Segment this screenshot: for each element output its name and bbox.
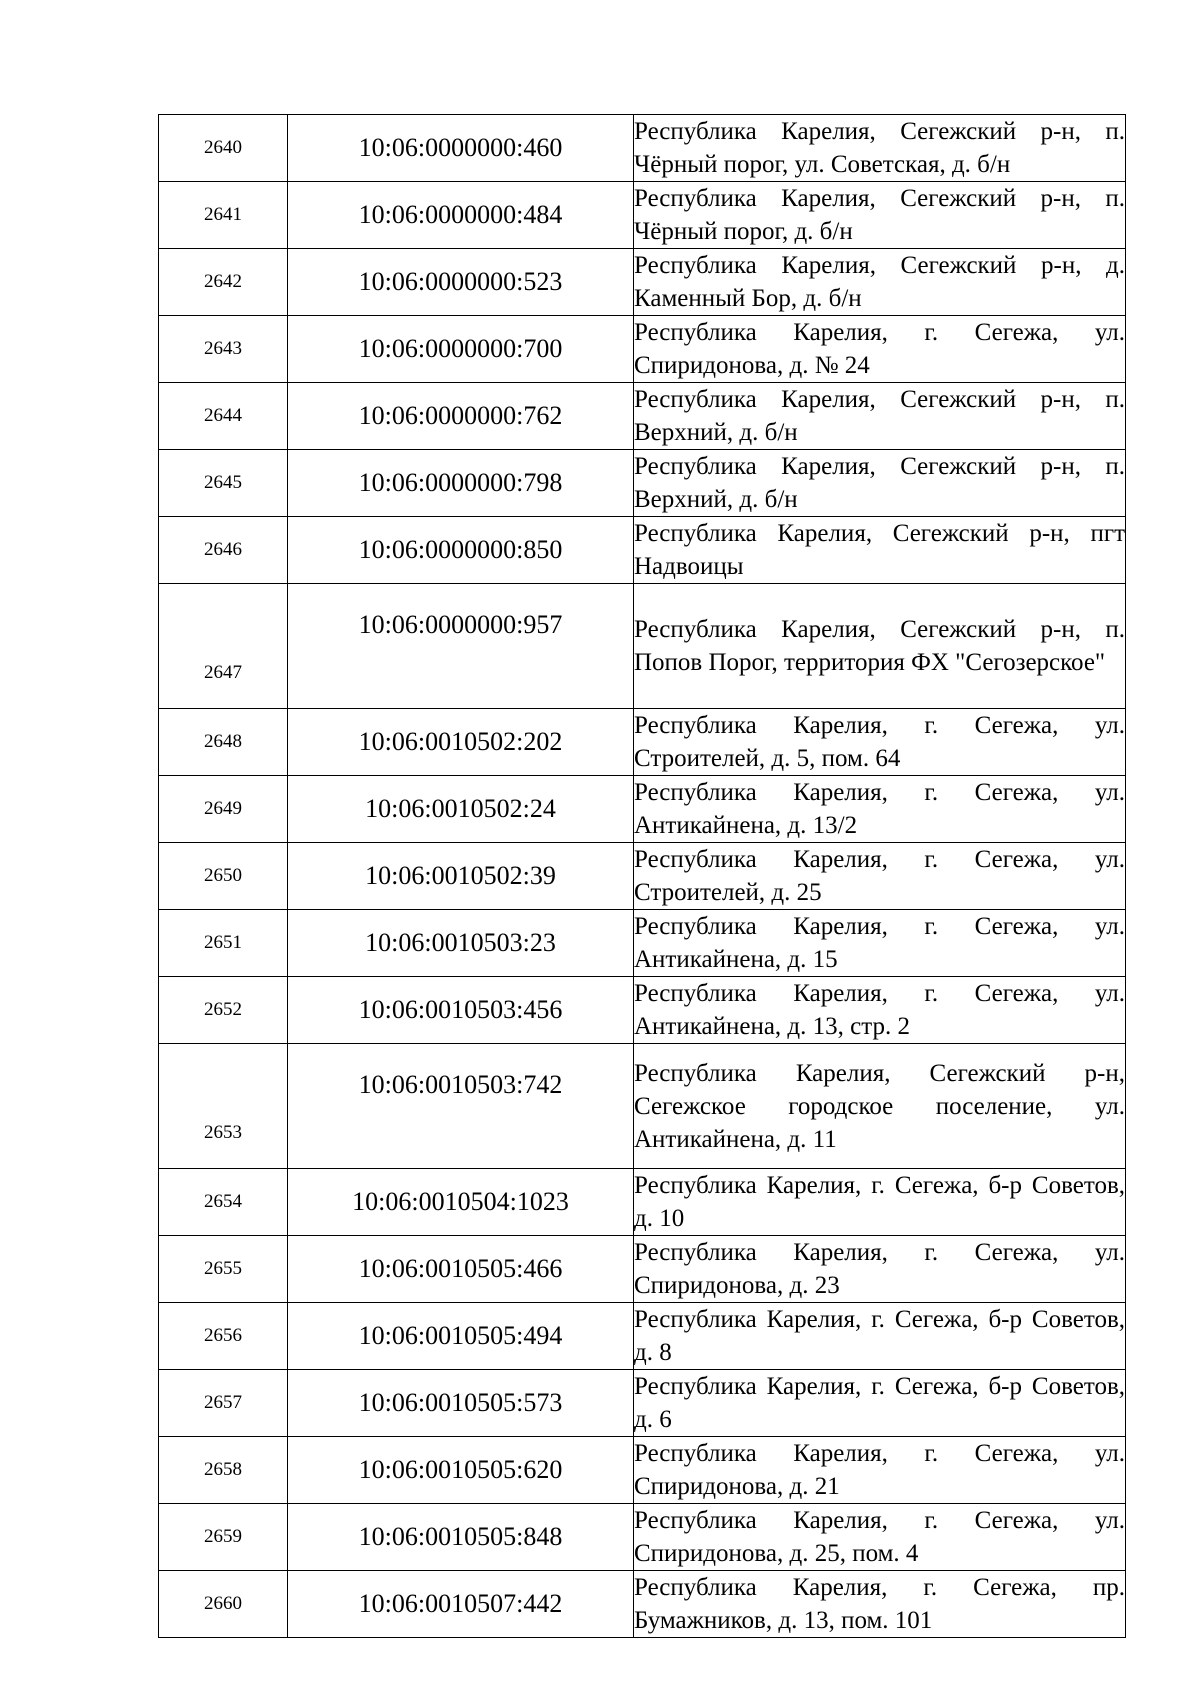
row-number: 2660	[159, 1571, 288, 1638]
row-number: 2647	[159, 584, 288, 709]
address: Республика Карелия, г. Сегежа, ул. Спиридонова, д. 25, пом. 4	[634, 1504, 1126, 1571]
table-row	[159, 450, 1126, 517]
address: Республика Карелия, Сегежский р-н, пгт Надвоицы	[634, 517, 1126, 584]
address: Республика Карелия, г. Сегежа, ул. Антикайнена, д. 13, стр. 2	[634, 977, 1126, 1044]
address: Республика Карелия, г. Сегежа, ул. Спиридонова, д. 21	[634, 1437, 1126, 1504]
cadastral-number: 10:06:0010505:466	[288, 1236, 634, 1303]
table-row	[159, 1571, 1126, 1638]
cadastral-number: 10:06:0010503:23	[288, 910, 634, 977]
address: Республика Карелия, г. Сегежа, ул. Антикайнена, д. 15	[634, 910, 1126, 977]
cadastral-number: 10:06:0010503:742	[288, 1044, 634, 1169]
address: Республика Карелия, Сегежский р-н, п. Верхний, д. б/н	[634, 450, 1126, 517]
cadastral-number: 10:06:0000000:850	[288, 517, 634, 584]
address: Республика Карелия, Сегежский р-н, д. Каменный Бор, д. б/н	[634, 249, 1126, 316]
table-row	[159, 1236, 1126, 1303]
row-number: 2654	[159, 1169, 288, 1236]
cadastral-number: 10:06:0010502:24	[288, 776, 634, 843]
address: Республика Карелия, г. Сегежа, б-р Советов, д. 8	[634, 1303, 1126, 1370]
table-row	[159, 1504, 1126, 1571]
row-number: 2657	[159, 1370, 288, 1437]
cadastral-number: 10:06:0010505:573	[288, 1370, 634, 1437]
cadastral-number: 10:06:0000000:523	[288, 249, 634, 316]
table-row	[159, 1044, 1126, 1169]
row-number: 2641	[159, 182, 288, 249]
address: Республика Карелия, г. Сегежа, б-р Советов, д. 10	[634, 1169, 1126, 1236]
address: Республика Карелия, Сегежский р-н, Сегежское городское поселение, ул. Антикайнена, д. 11	[634, 1044, 1126, 1169]
cadastral-number: 10:06:0000000:700	[288, 316, 634, 383]
row-number: 2648	[159, 709, 288, 776]
table-row	[159, 249, 1126, 316]
cadastral-number: 10:06:0010502:39	[288, 843, 634, 910]
table-row	[159, 1169, 1126, 1236]
table-row	[159, 910, 1126, 977]
table-row	[159, 709, 1126, 776]
cadastral-number: 10:06:0000000:460	[288, 115, 634, 182]
table-row	[159, 182, 1126, 249]
table-row	[159, 1370, 1126, 1437]
row-number: 2659	[159, 1504, 288, 1571]
table-row	[159, 776, 1126, 843]
cadastral-number: 10:06:0010507:442	[288, 1571, 634, 1638]
table-row	[159, 316, 1126, 383]
row-number: 2650	[159, 843, 288, 910]
cadastral-number: 10:06:0010504:1023	[288, 1169, 634, 1236]
cadastral-number: 10:06:0010502:202	[288, 709, 634, 776]
cadastral-number: 10:06:0000000:957	[288, 584, 634, 709]
cadastral-number: 10:06:0010505:494	[288, 1303, 634, 1370]
address: Республика Карелия, г. Сегежа, ул. Антикайнена, д. 13/2	[634, 776, 1126, 843]
row-number: 2649	[159, 776, 288, 843]
table-row	[159, 1437, 1126, 1504]
address: Республика Карелия, г. Сегежа, ул. Спиридонова, д. 23	[634, 1236, 1126, 1303]
row-number: 2643	[159, 316, 288, 383]
cadastral-number: 10:06:0000000:798	[288, 450, 634, 517]
cadastral-number: 10:06:0000000:484	[288, 182, 634, 249]
cadastral-number: 10:06:0000000:762	[288, 383, 634, 450]
row-number: 2652	[159, 977, 288, 1044]
row-number: 2646	[159, 517, 288, 584]
address: Республика Карелия, Сегежский р-н, п. Чёрный порог, д. б/н	[634, 182, 1126, 249]
table-row	[159, 115, 1126, 182]
table-row	[159, 517, 1126, 584]
row-number: 2640	[159, 115, 288, 182]
property-registry-table	[158, 114, 1126, 1638]
row-number: 2653	[159, 1044, 288, 1169]
address: Республика Карелия, г. Сегежа, ул. Строителей, д. 25	[634, 843, 1126, 910]
address: Республика Карелия, Сегежский р-н, п. Попов Порог, территория ФХ "Сегозерское"	[634, 584, 1126, 709]
address: Республика Карелия, Сегежский р-н, п. Верхний, д. б/н	[634, 383, 1126, 450]
address: Республика Карелия, Сегежский р-н, п. Чёрный порог, ул. Советская, д. б/н	[634, 115, 1126, 182]
address: Республика Карелия, г. Сегежа, пр. Бумажников, д. 13, пом. 101	[634, 1571, 1126, 1638]
cadastral-number: 10:06:0010505:620	[288, 1437, 634, 1504]
row-number: 2656	[159, 1303, 288, 1370]
row-number: 2655	[159, 1236, 288, 1303]
table-row	[159, 843, 1126, 910]
table-row	[159, 584, 1126, 709]
row-number: 2645	[159, 450, 288, 517]
table-row	[159, 383, 1126, 450]
row-number: 2658	[159, 1437, 288, 1504]
row-number: 2642	[159, 249, 288, 316]
cadastral-number: 10:06:0010503:456	[288, 977, 634, 1044]
address: Республика Карелия, г. Сегежа, ул. Спиридонова, д. № 24	[634, 316, 1126, 383]
address: Республика Карелия, г. Сегежа, ул. Строителей, д. 5, пом. 64	[634, 709, 1126, 776]
table-row	[159, 1303, 1126, 1370]
cadastral-number: 10:06:0010505:848	[288, 1504, 634, 1571]
row-number: 2644	[159, 383, 288, 450]
table-row	[159, 977, 1126, 1044]
address: Республика Карелия, г. Сегежа, б-р Советов, д. 6	[634, 1370, 1126, 1437]
row-number: 2651	[159, 910, 288, 977]
